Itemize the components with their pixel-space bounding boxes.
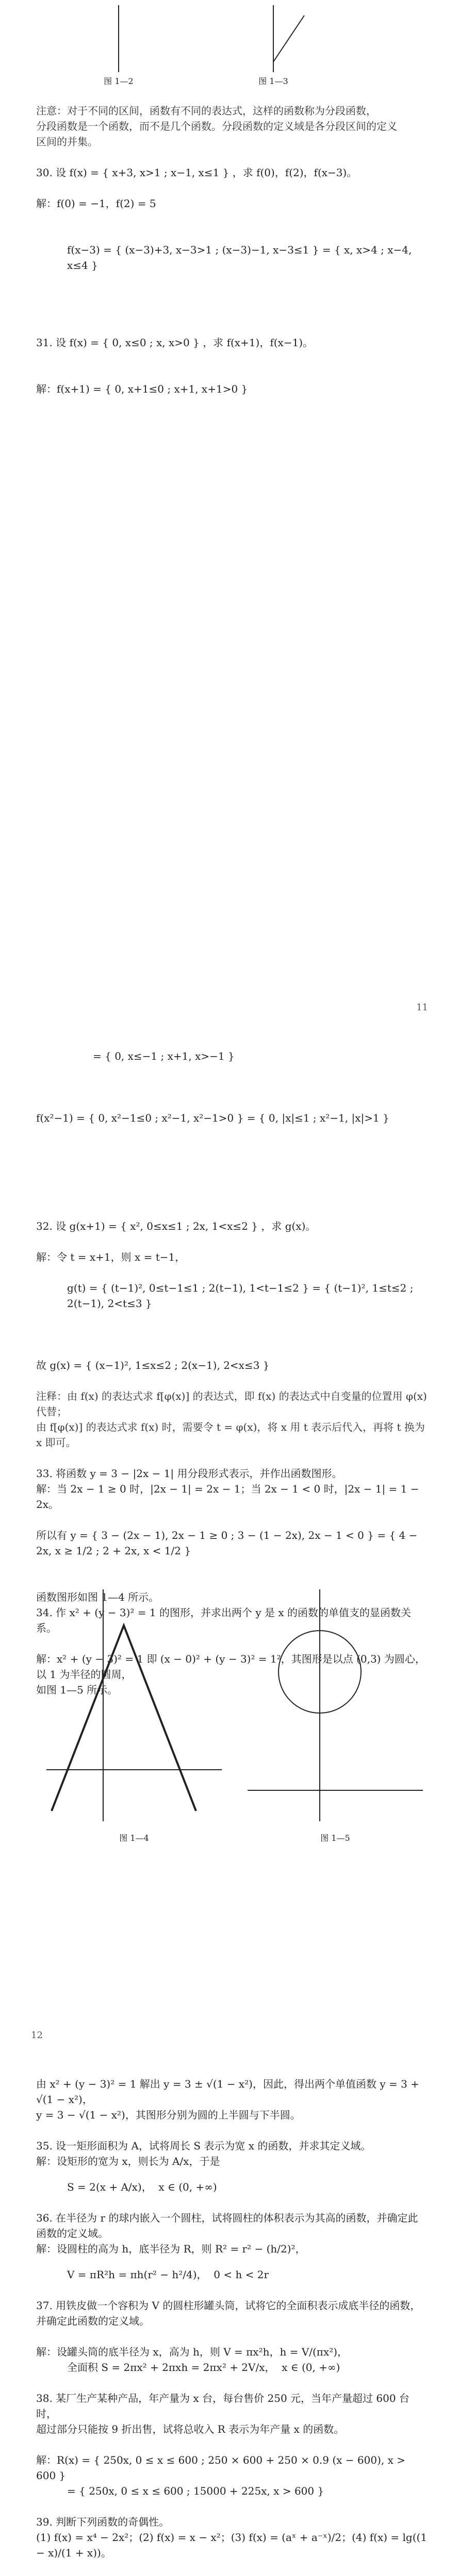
solution-31: 解：f(x+1) = { 0, x+1≤0 ; x+1, x+1>0 }	[36, 383, 248, 395]
solution-33: 解：当 2x − 1 ≥ 0 时，|2x − 1| = 2x − 1；当 2x − 1 < 0 时，|2x − 1| = 1 − 2x。	[36, 1483, 422, 1511]
solution-34-cont: y = 3 − √(1 − x²)，其图形分别为圆的上半圆与下半圆。	[36, 2109, 301, 2121]
solution-31-cont: = { 0, x≤−1 ; x+1, x>−1 }	[93, 1050, 235, 1062]
solution-33-eq: 所以有 y = { 3 − (2x − 1), 2x − 1 ≥ 0 ; 3 − (1 − 2x), 2x − 1 < 0 } = { 4 − 2x, x ≥ 1/2 ; 2 + 2x, x < 1/2 }	[36, 1529, 421, 1557]
solution-35: 解：设矩形的宽为 x，则长为 A/x，于是	[36, 2155, 220, 2167]
solution-30: 解：f(0) = −1，f(2) = 5	[36, 197, 156, 210]
solution-33-fig-ref: 函数图形如图 1—4 所示。	[36, 1591, 159, 1603]
problem-31: 31. 设 f(x) = { 0, x≤0 ; x, x>0 } ，求 f(x+1)，f(x−1)。	[36, 336, 314, 349]
page-3	[0, 2056, 459, 2576]
solution-34-cont: 由 x² + (y − 3)² = 1 解出 y = 3 ± √(1 − x²)，因此，得出两个单值函数 y = 3 + √(1 − x²)，	[36, 2078, 423, 2106]
solution-34-fig-ref: 如图 1—5 所示。	[36, 1684, 118, 1696]
page-1-text	[36, 103, 428, 397]
page-number: 11	[416, 1002, 428, 1013]
figure-1-4	[41, 1584, 227, 1826]
note-line: 注意：对于不同的区间，函数有不同的表达式，这样的函数称为分段函数，	[36, 105, 376, 117]
solution-37-eq: 全面积 S = 2πx² + 2πxh = 2πx² + 2V/x， x ∈ (0, +∞)	[67, 2361, 340, 2374]
fig-1-5-caption: 图 1—5	[320, 1833, 350, 1843]
page-2	[0, 1028, 459, 2056]
fig-1-3-curve	[273, 15, 304, 62]
problem-34: 34. 作 x² + (y − 3)² = 1 的图形，并求出两个 y 是 x 的函数的单值支的显函数关系。	[36, 1606, 411, 1634]
problem-38: 38. 某厂生产某种产品，年产量为 x 台，每台售价 250 元，当年产量超过 600 台时，	[36, 2392, 409, 2420]
solution-36-eq: V = πR²h = πh(r² − h²/4)， 0 < h < 2r	[67, 2268, 269, 2281]
problem-35: 35. 设一矩形面积为 A，试将周长 S 表示为宽 x 的函数，并求其定义域。	[36, 2140, 371, 2152]
problem-39: 39. 判断下列函数的奇偶性。	[36, 2516, 170, 2528]
note-line: 注释：由 f(x) 的表达式求 f[φ(x)] 的表达式，即 f(x) 的表达式中自变量的位置用 φ(x) 代替；	[36, 1390, 431, 1418]
solution-34: 解：x² + (y − 3)² = 1 即 (x − 0)² + (y − 3)² = 1²，其图形是以点 (0,3) 为圆心，以 1 为半径的圆周，	[36, 1653, 425, 1681]
problem-37: 37. 用铁皮做一个容积为 V 的圆柱形罐头筒，试将它的全面积表示成底半径的函数，并确定此函数的定义域。	[36, 2299, 421, 2327]
problem-36: 36. 在半径为 r 的球内嵌入一个圆柱，试将圆柱的体积表示为其高的函数，并确定此函数的定义域。	[36, 2212, 418, 2240]
function-graph	[52, 1625, 196, 1811]
figure-pair-top	[77, 5, 366, 82]
fig-1-4-caption: 图 1—4	[119, 1833, 149, 1843]
problem-38-cont: 超过部分只能按 9 折出售，试将总收入 R 表示为年产量 x 的函数。	[36, 2423, 345, 2435]
problem-32: 32. 设 g(x+1) = { x², 0≤x≤1 ; 2x, 1<x≤2 } ，求 g(x)。	[36, 1220, 316, 1232]
problem-30: 30. 设 f(x) = { x+3, x>1 ; x−1, x≤1 } ，求 f(0)，f(2)，f(x−3)。	[36, 166, 357, 179]
page-number: 12	[31, 2030, 43, 2041]
solution-35-eq: S = 2(x + A/x)， x ∈ (0, +∞)	[67, 2181, 217, 2193]
note-line: 由 f[φ(x)] 的表达式求 f(x) 时，需要令 t = φ(x)，将 x 用 t 表示后代入，再将 t 换为 x 即可。	[36, 1421, 429, 1449]
figure-1-5	[242, 1584, 428, 1826]
solution-36: 解：设圆柱的高为 h，底半径为 R，则 R² = r² − (h/2)²，	[36, 2243, 306, 2255]
solution-38-eq: = { 250x, 0 ≤ x ≤ 600 ; 15000 + 225x, x > 600 }	[67, 2485, 324, 2497]
fig-1-3-caption: 图 1—3	[258, 76, 288, 86]
problem-39-items: (1) f(x) = x⁴ − 2x²；(2) f(x) = x − x²；(3) f(x) = (aˣ + a⁻ˣ)/2；(4) f(x) = lg((1 − x)/(1 + x))。	[36, 2531, 431, 2559]
solution-32-result: 故 g(x) = { (x−1)², 1≤x≤2 ; 2(x−1), 2<x≤3 }	[36, 1359, 270, 1371]
solution-37: 解：设罐头筒的底半径为 x，高为 h，则 V = πx²h，h = V/(πx²)，	[36, 2346, 348, 2358]
note-line: 区间的并集。	[36, 135, 98, 148]
fig-1-2-caption: 图 1—2	[104, 76, 134, 86]
solution-38: 解：R(x) = { 250x, 0 ≤ x ≤ 600 ; 250 × 600 + 250 × 0.9 (x − 600), x > 600 }	[36, 2454, 409, 2482]
note-line: 分段函数是一个函数，而不是几个函数。分段函数的定义域是各分段区间的定义	[36, 120, 397, 132]
solution-32: 解：令 t = x+1，则 x = t−1，	[36, 1251, 186, 1263]
page-3-text	[36, 2076, 431, 2576]
problem-33: 33. 将函数 y = 3 − |2x − 1| 用分段形式表示，并作出函数图形。	[36, 1467, 342, 1480]
page-1	[0, 0, 459, 1028]
solution-32-eq: g(t) = { (t−1)², 0≤t−1≤1 ; 2(t−1), 1<t−1≤2 } = { (t−1)², 1≤t≤2 ; 2(t−1), 2<t≤3 }	[67, 1282, 417, 1310]
solution-30-eq: f(x−3) = { (x−3)+3, x−3>1 ; (x−3)−1, x−3≤1 } = { x, x>4 ; x−4, x≤4 }	[67, 244, 415, 272]
solution-31-eq: f(x²−1) = { 0, x²−1≤0 ; x²−1, x²−1>0 } = { 0, |x|≤1 ; x²−1, |x|>1 }	[36, 1112, 389, 1124]
